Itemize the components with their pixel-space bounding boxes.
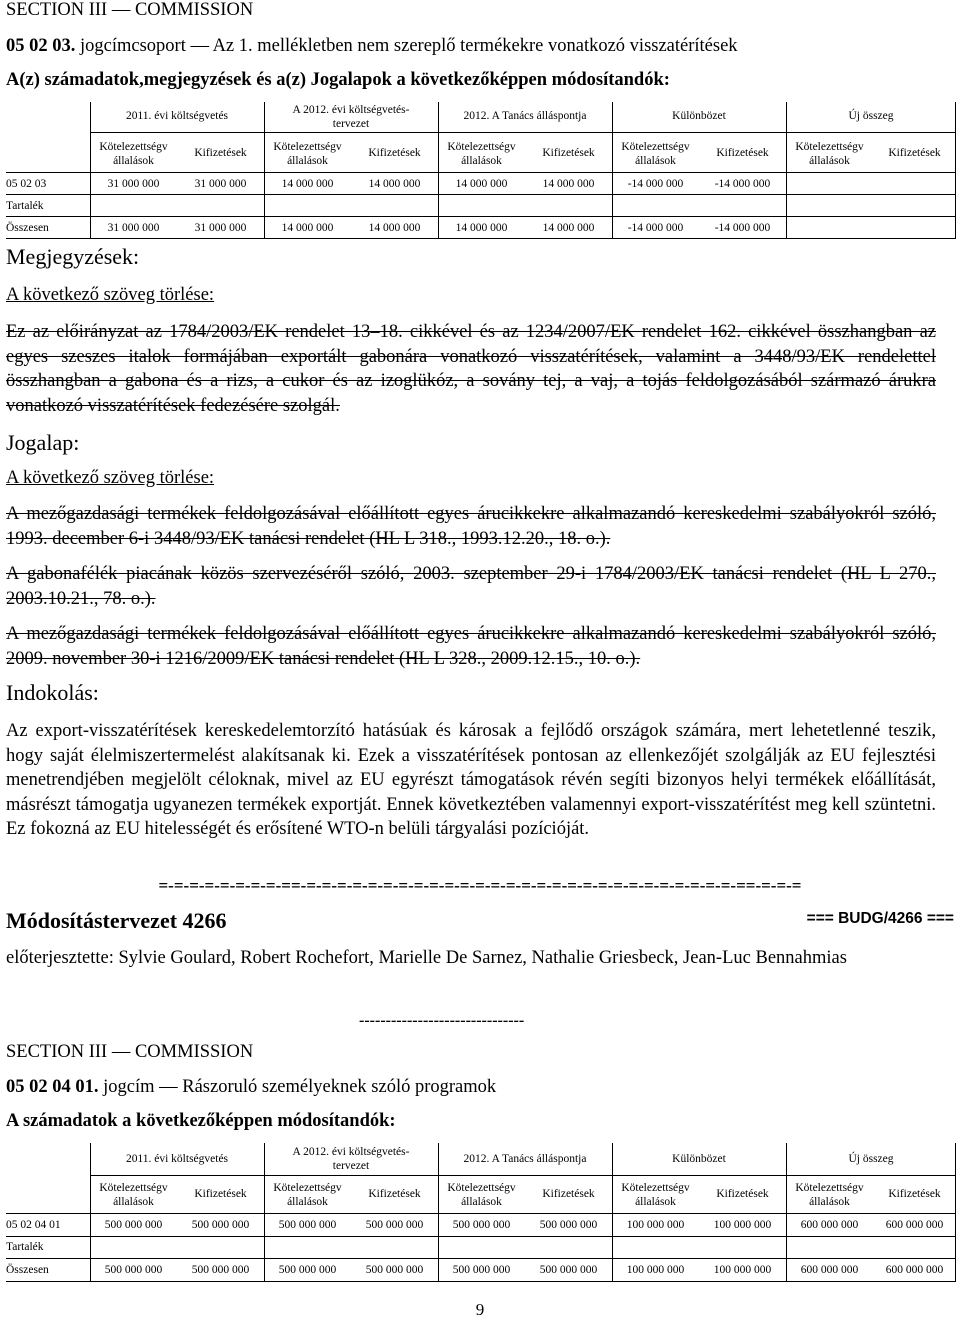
table-cell: 600 000 000 xyxy=(885,1264,944,1276)
table-cell: 14 000 000 xyxy=(368,178,421,190)
table-cell: 14 000 000 xyxy=(281,222,334,234)
row-label-reserve: Tartalék xyxy=(6,1241,44,1253)
header-2011-budget: 2011. évi költségvetés xyxy=(125,110,229,122)
table-cell: 31 000 000 xyxy=(107,222,160,234)
notes-heading: Megjegyzések: xyxy=(6,244,140,269)
table-rule xyxy=(90,132,956,133)
table-cell: 500 000 000 xyxy=(191,1219,250,1231)
legal-heading: Jogalap: xyxy=(6,430,80,455)
subheader-payments: Kifizetések xyxy=(368,1188,421,1200)
table-cell: 14 000 000 xyxy=(455,178,508,190)
table-rule xyxy=(6,172,956,173)
subheader-commitments: Kötelezettségv állalások xyxy=(273,1182,342,1208)
subheader-commitments: Kötelezettségv állalások xyxy=(621,1182,690,1208)
budget-line-text: jogcím — Rászoruló személyeknek szóló programok xyxy=(98,1077,497,1097)
table-cell: 14 000 000 xyxy=(281,178,334,190)
header-difference: Különbözet xyxy=(672,110,726,122)
subheader-commitments: Kötelezettségv állalások xyxy=(99,1182,168,1208)
table-rule xyxy=(612,1143,613,1281)
modify-instruction: A(z) számadatok,megjegyzések és a(z) Jogalapok a következőképpen módosítandók: xyxy=(6,70,670,90)
header-2012-draft: A 2012. évi költségvetés- tervezet xyxy=(292,1146,410,1172)
table-rule xyxy=(6,1236,956,1237)
table-cell: 600 000 000 xyxy=(800,1219,859,1231)
subheader-payments: Kifizetések xyxy=(542,1188,595,1200)
table-rule xyxy=(6,1281,956,1282)
table-cell: 500 000 000 xyxy=(539,1219,598,1231)
subheader-payments: Kifizetések xyxy=(542,147,595,159)
table-cell: 100 000 000 xyxy=(626,1219,685,1231)
section-heading: SECTION III — COMMISSION xyxy=(6,0,254,20)
subheader-commitments: Kötelezettségv állalások xyxy=(621,141,690,167)
subheader-payments: Kifizetések xyxy=(888,1188,941,1200)
table-cell: 600 000 000 xyxy=(800,1264,859,1276)
table-cell: 500 000 000 xyxy=(452,1264,511,1276)
table-cell: 31 000 000 xyxy=(194,178,247,190)
budget-line-code: 05 02 04 01. xyxy=(6,1077,99,1097)
row-label-total: Összesen xyxy=(6,222,49,234)
table-rule xyxy=(786,1143,787,1281)
row-label-reserve: Tartalék xyxy=(6,200,44,212)
table-cell: 500 000 000 xyxy=(104,1264,163,1276)
subheader-commitments: Kötelezettségv állalások xyxy=(99,141,168,167)
table-rule xyxy=(6,1213,956,1214)
budget-table-2 xyxy=(6,1143,956,1285)
subheader-commitments: Kötelezettségv állalások xyxy=(795,1182,864,1208)
table-cell: -14 000 000 xyxy=(714,222,771,234)
section-heading: SECTION III — COMMISSION xyxy=(6,1042,254,1062)
table-rule xyxy=(264,1143,265,1281)
justification-heading: Indokolás: xyxy=(6,680,99,705)
table-rule xyxy=(90,1175,956,1176)
table-cell: 500 000 000 xyxy=(278,1219,337,1231)
table-cell: 500 000 000 xyxy=(191,1264,250,1276)
budget-line-title xyxy=(6,1077,496,1098)
notes-struck-text: Ez az előirányzat az 1784/2003/EK rendelet 13–18. cikkével és az 1234/2007/EK rendelet 162. cikkével összhangban az egyes szeszes italok formájában exportált gabonára vonatkozó visszatérítések, valamint a 3448/93/EK rendelettel összhangban a gabona és a rizs, a cukor és az izoglükóz, a sovány tej, a vaj, a tojás feldolgozásából származó árukra vonatkozó visszatérítések fedezésére szolgál. xyxy=(6,322,936,416)
legal-struck-2: A gabonafélék piacának közös szervezéséről szóló, 2003. szeptember 29-i 1784/2003/EK tanácsi rendelet (HL L 270., 2003.10.21., 78. o.). xyxy=(6,564,936,609)
table-cell: 14 000 000 xyxy=(542,222,595,234)
table-rule xyxy=(438,102,439,238)
header-difference: Különbözet xyxy=(672,1153,726,1165)
table-cell: 100 000 000 xyxy=(626,1264,685,1276)
table-rule xyxy=(6,1258,956,1259)
subheader-payments: Kifizetések xyxy=(368,147,421,159)
budget-line-title xyxy=(6,36,738,57)
header-council-position: 2012. A Tanács álláspontja xyxy=(463,1153,587,1165)
subheader-commitments: Kötelezettségv állalások xyxy=(273,141,342,167)
table-cell: 31 000 000 xyxy=(107,178,160,190)
header-council-position: 2012. A Tanács álláspontja xyxy=(463,110,587,122)
table-cell: -14 000 000 xyxy=(714,178,771,190)
budget-table-1 xyxy=(6,102,956,242)
table-cell: 14 000 000 xyxy=(455,222,508,234)
page-number: 9 xyxy=(475,1300,485,1319)
table-cell: 14 000 000 xyxy=(368,222,421,234)
table-cell: 500 000 000 xyxy=(539,1264,598,1276)
legal-delete-label: A következő szöveg törlése: xyxy=(6,468,215,488)
row-label-line: 05 02 04 01 xyxy=(6,1219,61,1231)
table-cell: 500 000 000 xyxy=(104,1219,163,1231)
header-2011-budget: 2011. évi költségvetés xyxy=(125,1153,229,1165)
table-cell: 600 000 000 xyxy=(885,1219,944,1231)
table-rule xyxy=(955,1143,956,1281)
subheader-commitments: Kötelezettségv állalások xyxy=(447,141,516,167)
legal-struck-3: A mezőgazdasági termékek feldolgozásával előállított egyes árucikkekre alkalmazandó kereskedelmi szabályokról szóló, 2009. november 30-i 1216/2009/EK tanácsi rendelet (HL L 328., 2009.12.15., 10. o.). xyxy=(6,624,936,669)
modify-instruction: A számadatok a következőképpen módosítandók: xyxy=(6,1111,396,1131)
table-rule xyxy=(6,238,956,239)
table-rule xyxy=(90,1143,91,1281)
subheader-payments: Kifizetések xyxy=(716,1188,769,1200)
dash-separator: ------------------------------- xyxy=(359,1012,525,1029)
table-rule xyxy=(955,102,956,238)
subheader-payments: Kifizetések xyxy=(716,147,769,159)
table-cell: 14 000 000 xyxy=(542,178,595,190)
table-cell: 500 000 000 xyxy=(365,1264,424,1276)
table-rule xyxy=(6,194,956,195)
subheader-payments: Kifizetések xyxy=(194,147,247,159)
row-label-line: 05 02 03 xyxy=(6,178,47,190)
table-rule xyxy=(90,102,91,238)
subheader-payments: Kifizetések xyxy=(888,147,941,159)
table-cell: -14 000 000 xyxy=(627,178,684,190)
table-cell: -14 000 000 xyxy=(627,222,684,234)
table-cell: 500 000 000 xyxy=(365,1219,424,1231)
table-rule xyxy=(438,1143,439,1281)
legal-struck-1: A mezőgazdasági termékek feldolgozásával előállított egyes árucikkekre alkalmazandó kereskedelmi szabályokról szóló, 1993. december 6-i 3448/93/EK tanácsi rendelet (HL L 318., 1993.12.20., 18. o.). xyxy=(6,504,936,549)
header-new-amount: Új összeg xyxy=(848,110,894,122)
table-rule xyxy=(264,102,265,238)
budget-line-code: 05 02 03. xyxy=(6,36,76,56)
subheader-payments: Kifizetések xyxy=(194,1188,247,1200)
table-rule xyxy=(786,102,787,238)
justification-text: Az export-visszatérítések kereskedelemtorzító hatásúak és károsak a fejlődő országok számára, mert lehetetlenné teszik, hogy saját élelmiszertermelést alakítsanak ki. Ezek a visszatérítések pontosan az ellenkezőjét szolgálják az EU fejlesztési menetrendjében megjelölt céloknak, mivel az EU egyrészt támogatások révén segíti bizonyos helyi termékek előállítását, másrészt támogatja ugyanezen termékek exportját. Ennek következtében valamennyi export-visszatérítést meg kell szüntetni. Ez fokozná az EU hitelességét és erősítené WTO-n belüli tárgyalási pozícióját. xyxy=(6,721,936,840)
table-cell: 100 000 000 xyxy=(713,1219,772,1231)
amendment-title: Módosítástervezet 4266 xyxy=(6,908,227,933)
subheader-commitments: Kötelezettségv állalások xyxy=(795,141,864,167)
table-cell: 100 000 000 xyxy=(713,1264,772,1276)
table-cell: 500 000 000 xyxy=(278,1264,337,1276)
amendment-reference: === BUDG/4266 === xyxy=(806,910,954,927)
table-rule xyxy=(6,216,956,217)
table-rule xyxy=(612,102,613,238)
row-label-total: Összesen xyxy=(6,1264,49,1276)
header-new-amount: Új összeg xyxy=(848,1153,894,1165)
amendment-tabled-by: előterjesztette: Sylvie Goulard, Robert Rochefort, Marielle De Sarnez, Nathalie Griesbeck, Jean-Luc Bennahmias xyxy=(6,948,847,968)
budget-line-text: jogcímcsoport — Az 1. mellékletben nem szereplő termékekre vonatkozó visszatérítések xyxy=(75,36,738,56)
separator-line: =-=-=-=-=-=-=-=-==-=-=-=-=-=-=-=-=-=-=-=-=-=-=-=-=-=-=-=-=-=-=-=-=-=-=-=-=-==-=-=-= xyxy=(158,876,802,895)
notes-delete-label: A következő szöveg törlése: xyxy=(6,285,215,305)
subheader-commitments: Kötelezettségv állalások xyxy=(447,1182,516,1208)
header-2012-draft: A 2012. évi költségvetés- tervezet xyxy=(292,104,410,130)
table-cell: 500 000 000 xyxy=(452,1219,511,1231)
table-cell: 31 000 000 xyxy=(194,222,247,234)
